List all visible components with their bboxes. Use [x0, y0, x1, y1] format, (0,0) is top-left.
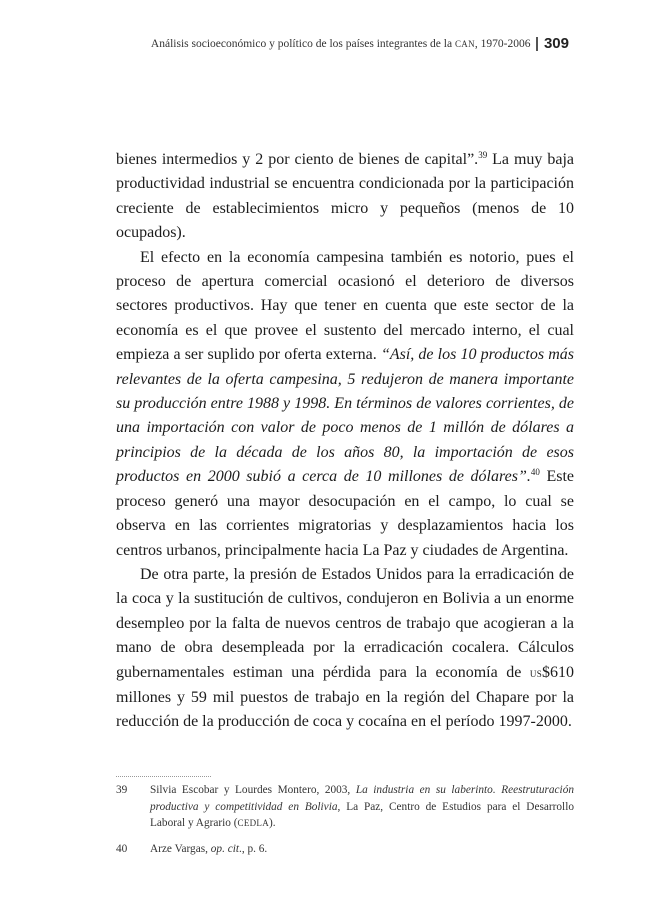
paragraph-2-continued: Este proceso generó una mayor desocupación en el campo, lo cual se observa en las corrientes migratorias y desplazamientos hacia los centros urbanos, principalmente hacia La Paz y ciudades de Argentina.: [116, 468, 575, 559]
body-text: [116, 148, 574, 735]
footnote-text: [150, 841, 574, 858]
footnote-39: [116, 782, 574, 832]
paragraph-2: [116, 246, 574, 563]
paragraph-1-text: bienes intermedios y 2 por ciento de bienes de capital”.: [116, 151, 479, 168]
paragraph-3-text: De otra parte, la presión de Estados Unidos para la erradicación de la coca y la sustitución de cultivos, condujeron en Bolivia a un enorme desempleo por la falta de nuevos centros de trabajo que acogieran a la mano de obra desempleada por la erradicación cocalera. Cálculos gubernamentales estiman una pérdida para la economía de: [116, 565, 574, 681]
paragraph-1-continued: La muy baja productividad industrial se encuentra condicionada por la participación creciente de establecimientos micro y pequeños (menos de 10 ocupados).: [116, 151, 575, 242]
footnote-end: ., p. 6.: [239, 842, 268, 855]
running-header-title: [151, 38, 531, 50]
footnote-separator: [116, 776, 211, 777]
paragraph-2-text: El efecto en la economía campesina también es notorio, pues el proceso de apertura comercial ocasionó el deterioro de diversos sectores productivos. Hay que tener en cuenta que este sector de la economía es el que provee el sustento del mercado interno, el cual empieza a ser suplido por oferta externa.: [116, 248, 574, 364]
paragraph-1: [116, 148, 574, 246]
footnote-ref-39: 39: [478, 150, 488, 160]
page-number: 309: [543, 35, 569, 52]
footnote-text: [150, 782, 574, 832]
header-title-text: Análisis socioeconómico y político de los países integrantes de la: [150, 37, 455, 50]
header-title-years: , 1970-2006: [474, 37, 531, 50]
footnote-authors: Arze Vargas,: [150, 842, 211, 855]
footnote-publisher: , La Paz, Centro de Estudios para el Desarrollo Laboral y Agrario (: [150, 800, 574, 829]
footnote-abbr: CEDLA: [237, 818, 270, 828]
footnote-title: op. cit: [210, 842, 240, 855]
running-header: [151, 35, 569, 52]
footnote-number: 40: [116, 842, 128, 855]
footnote-end: ).: [269, 817, 276, 829]
paragraph-3: [116, 563, 574, 735]
paragraph-3-continued: $610 millones y 59 mil puestos de trabajo en la región del Chapare por la reducción de la producción de coca y cocaína en el período 1997-2000.: [116, 663, 574, 731]
footnote-number: 39: [116, 784, 128, 796]
footnote-ref-40: 40: [530, 467, 540, 478]
footnote-40: [116, 841, 574, 858]
paragraph-2-quote: “Así, de los 10 productos más relevantes de la oferta campesina, 5 redujeron de manera importante su producción entre 1988 y 1998. En términos de valores corrientes, de una importación con valor de poco menos de 1 millón de dólares a principios de la década de los años 80, la importación de esos productos en 2000 subió a cerca de 10 millones de dólares”.: [116, 346, 574, 486]
footnotes: [116, 782, 574, 866]
header-title-abbr: CAN: [454, 38, 475, 49]
footnote-title: La industria en su laberinto. Reestruturación productiva y competitividad en Bolivia: [150, 784, 574, 813]
header-divider: [536, 37, 538, 51]
footnote-authors: Silvia Escobar y Lourdes Montero, 2003,: [150, 784, 356, 796]
currency-label: US: [529, 668, 542, 679]
